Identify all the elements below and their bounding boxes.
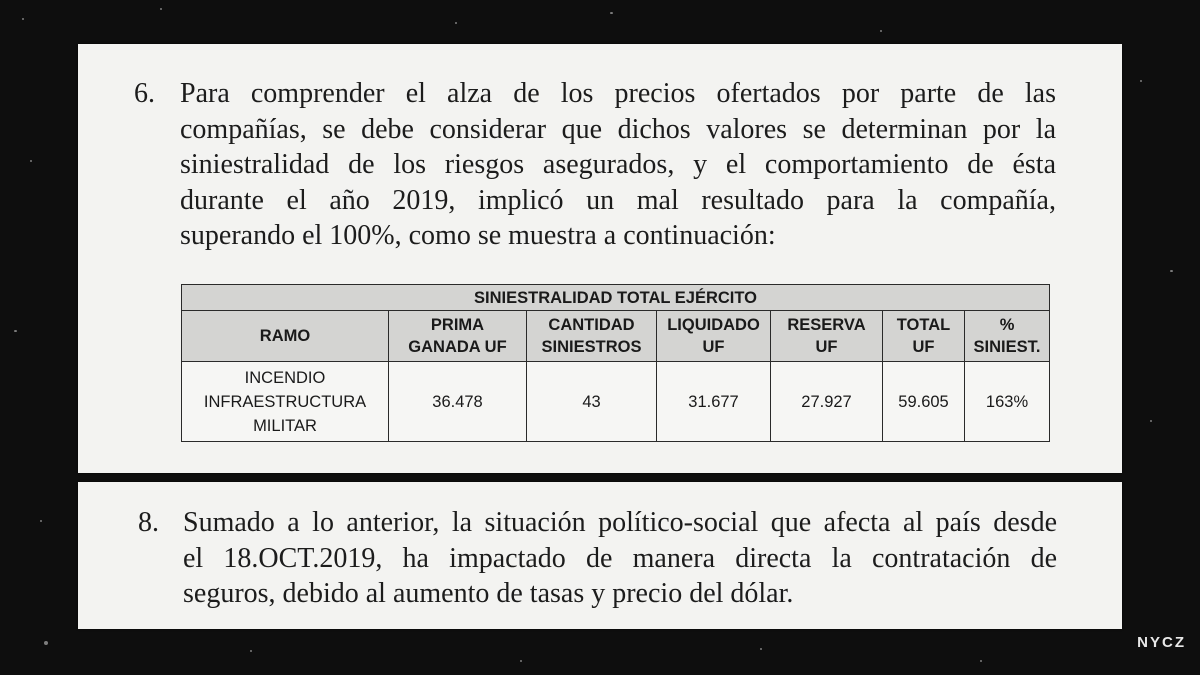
cell-liquidado: 31.677 [657,362,771,442]
column-header-porcentaje [965,311,1050,362]
header-text: CANTIDAD [548,316,635,334]
paragraph-line: siniestralidad de los riesgos asegurados, y el comportamiento de ésta [180,149,1056,180]
cell-porcentaje: 163% [965,362,1050,442]
header-text: SINIESTROS [541,338,642,356]
header-text: GANADA UF [408,338,507,356]
dust-speck [30,160,32,162]
header-text: SINIEST. [973,338,1041,356]
dust-speck [160,8,162,10]
dust-speck [14,330,17,332]
paragraph-6 [134,76,1056,254]
paragraph-number: 8. [138,507,159,538]
siniestralidad-table-wrap [181,284,1049,442]
dust-speck [520,660,522,662]
paragraph-line: seguros, debido al aumento de tasas y precio del dólar. [183,578,794,609]
cell-ramo [182,362,389,442]
dust-speck [1150,420,1152,422]
header-text: UF [702,338,725,356]
cell-total: 59.605 [883,362,965,442]
column-header-reserva [771,311,883,362]
dust-speck [250,650,252,652]
header-text: RESERVA [787,316,866,334]
header-text: UF [815,338,838,356]
paragraph-line: durante el año 2019, implicó un mal resultado para la compañía, [180,184,1056,216]
paragraph-number: 6. [134,78,155,109]
dust-speck [980,660,982,662]
dust-speck [40,520,42,522]
column-header-prima [389,311,527,362]
cell-prima-ganada: 36.478 [389,362,527,442]
dust-speck [880,30,882,32]
dust-speck [610,12,613,14]
paragraph-8 [138,505,1057,612]
cell-cantidad-siniestros: 43 [527,362,657,442]
header-text: LIQUIDADO [667,316,760,334]
dust-speck [760,648,762,650]
cell-reserva: 27.927 [771,362,883,442]
siniestralidad-table [181,284,1050,442]
paragraph-line: superando el 100%, como se muestra a continuación: [180,220,776,251]
dust-speck [22,18,24,20]
table-title: SINIESTRALIDAD TOTAL EJÉRCITO [182,285,1050,311]
paragraph-line: el 18.OCT.2019, ha impactado de manera directa la contratación de [183,542,1057,574]
dust-speck [1170,270,1173,272]
header-text: UF [912,338,935,356]
dust-speck [1140,80,1142,82]
column-header-ramo [182,311,389,362]
cell-text: MILITAR [253,416,317,435]
header-text: RAMO [259,327,311,345]
table-row [182,362,1050,442]
column-header-total [883,311,965,362]
nycz-watermark: NYCZ [1137,634,1186,651]
cell-text: INFRAESTRUCTURA [203,392,367,411]
paragraph-line: Sumado a lo anterior, la situación político-social que afecta al país desde [183,507,1057,538]
dust-speck [44,641,48,645]
column-header-cantidad [527,311,657,362]
header-text: % [999,316,1015,334]
header-text: PRIMA [430,316,485,334]
paragraph-line: compañías, se debe considerar que dichos valores se determinan por la [180,113,1056,145]
header-text: TOTAL [896,316,951,334]
cell-text: INCENDIO [244,368,326,387]
dust-speck [455,22,457,24]
column-header-liquidado [657,311,771,362]
paragraph-line: Para comprender el alza de los precios ofertados por parte de las [180,78,1056,109]
